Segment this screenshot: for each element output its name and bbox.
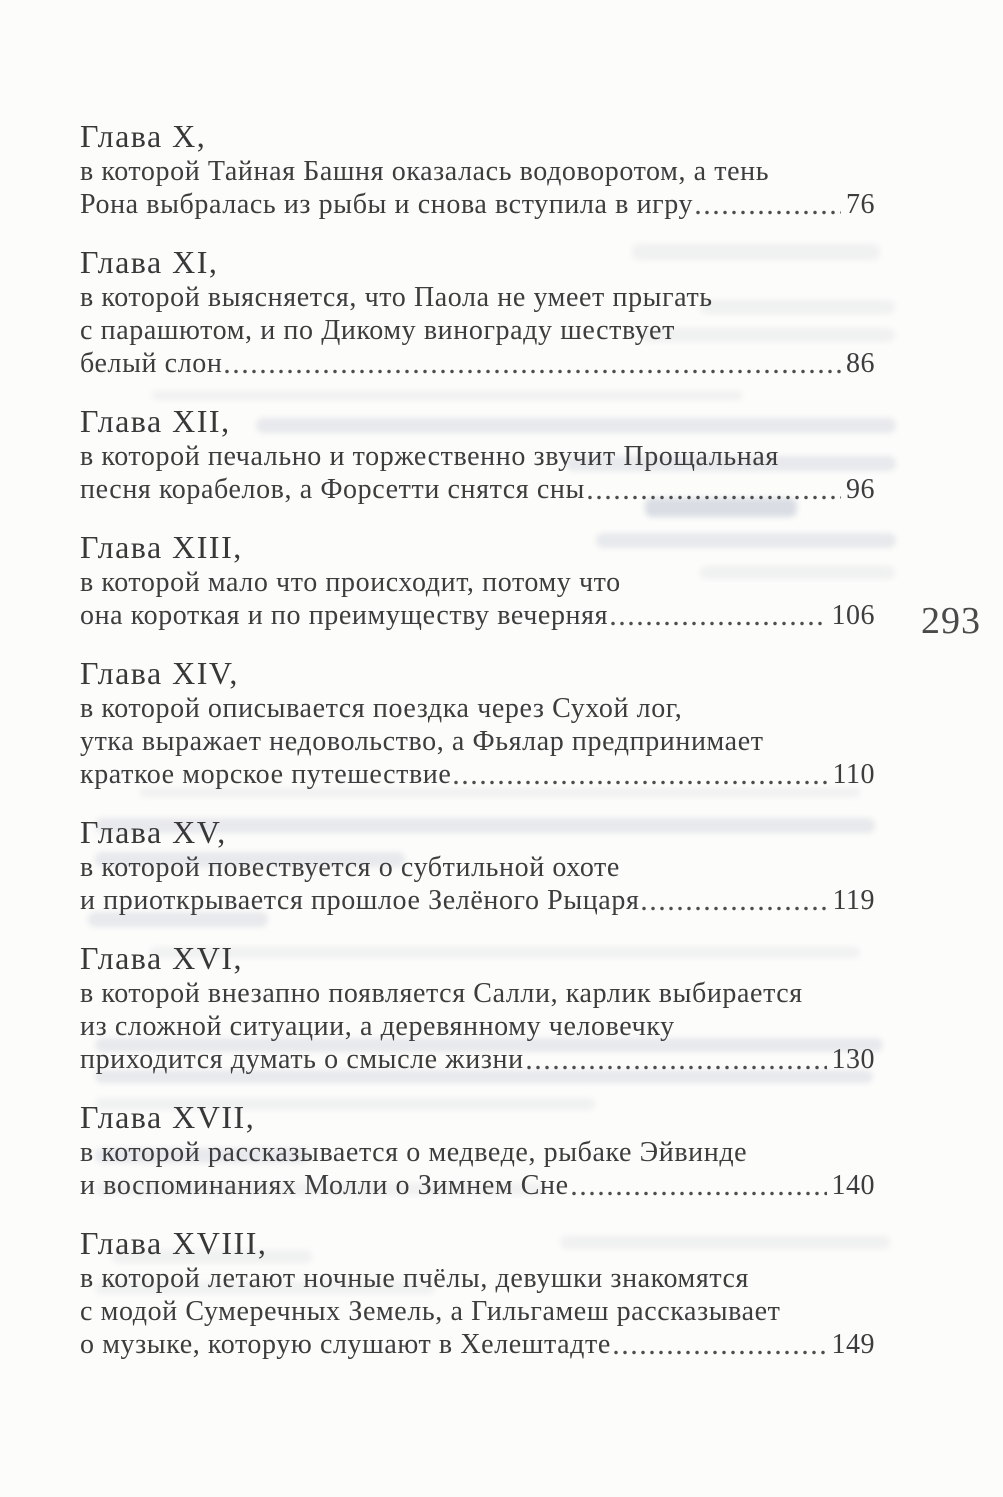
- chapter-description-line: в которой повествуется о субтильной охоте: [80, 852, 620, 883]
- chapter-heading: Глава XI,: [80, 244, 219, 280]
- chapter-heading: Глава XIII,: [80, 529, 243, 565]
- chapter-description-line: в которой рассказывается о медведе, рыбаке Эйвинде: [80, 1137, 748, 1168]
- chapter-description-line: песня корабелов, а Форсетти снятся сны: [80, 474, 585, 505]
- chapter-page-number: 110: [832, 759, 875, 790]
- chapter-page-number: 119: [832, 885, 875, 916]
- chapter-description-line: краткое морское путешествие: [80, 759, 452, 790]
- chapter-description-line: в которой Тайная Башня оказалась водоворотом, а тень: [80, 156, 770, 187]
- chapter-description-line: в которой летают ночные пчёлы, девушки знакомятся: [80, 1263, 750, 1294]
- dot-leader: [696, 209, 841, 216]
- toc-entry: [80, 528, 875, 632]
- chapter-page-number: 86: [846, 348, 875, 379]
- chapter-description-line: о музыке, которую слушают в Хелештадте: [80, 1329, 611, 1360]
- chapter-page-number: 106: [831, 600, 875, 631]
- dot-leader: [611, 620, 826, 627]
- chapter-heading: Глава XIV,: [80, 655, 239, 691]
- chapter-leader-line: [80, 884, 875, 917]
- chapter-heading: Глава XVIII,: [80, 1225, 268, 1261]
- toc-entry: [80, 654, 875, 791]
- chapter-description-line: в которой внезапно появляется Салли, карлик выбирается: [80, 978, 803, 1009]
- chapter-leader-line: [80, 1043, 875, 1076]
- chapter-description-line: в которой выясняется, что Паола не умеет прыгать: [80, 282, 713, 313]
- toc-entry: [80, 813, 875, 917]
- chapter-description-line: в которой печально и торжественно звучит Прощальная: [80, 441, 779, 472]
- chapter-description-line: белый слон: [80, 348, 223, 379]
- chapter-description-line: и приоткрывается прошлое Зелёного Рыцаря: [80, 885, 640, 916]
- toc-entry: [80, 243, 875, 380]
- chapter-leader-line: [80, 599, 875, 632]
- chapter-description-line: в которой мало что происходит, потому что: [80, 567, 621, 598]
- chapter-page-number: 130: [831, 1044, 875, 1075]
- chapter-heading: Глава XII,: [80, 403, 231, 439]
- dot-leader: [588, 494, 841, 501]
- chapter-description-line: с парашютом, и по Дикому винограду шествует: [80, 315, 675, 346]
- chapter-heading: Глава X,: [80, 118, 207, 154]
- chapter-description-line: Рона выбралась из рыбы и снова вступила в игру: [80, 189, 694, 220]
- toc-entry: [80, 1224, 875, 1361]
- toc-entry: [80, 117, 875, 221]
- chapter-description-line: с модой Сумеречных Земель, а Гильгамеш рассказывает: [80, 1296, 781, 1327]
- dot-leader: [225, 368, 841, 375]
- dot-leader: [527, 1064, 827, 1071]
- toc-entry: [80, 939, 875, 1076]
- chapter-description-line: из сложной ситуации, а деревянному человечку: [80, 1011, 675, 1042]
- toc-entry: [80, 402, 875, 506]
- dot-leader: [642, 905, 827, 912]
- chapter-description-line: и воспоминаниях Молли о Зимнем Сне: [80, 1170, 569, 1201]
- chapter-leader-line: [80, 1328, 875, 1361]
- chapter-page-number: 76: [846, 189, 875, 220]
- chapter-heading: Глава XV,: [80, 814, 227, 850]
- chapter-leader-line: [80, 188, 875, 221]
- chapter-description-line: в которой описывается поездка через Сухой лог,: [80, 693, 683, 724]
- dot-leader: [572, 1190, 827, 1197]
- chapter-heading: Глава XVI,: [80, 940, 244, 976]
- chapter-leader-line: [80, 473, 875, 506]
- chapter-leader-line: [80, 1169, 875, 1202]
- table-of-contents: [80, 117, 875, 1383]
- chapter-leader-line: [80, 758, 875, 791]
- chapter-heading: Глава XVII,: [80, 1099, 256, 1135]
- dot-leader: [614, 1349, 827, 1356]
- chapter-description-line: утка выражает недовольство, а Фьялар предпринимает: [80, 726, 764, 757]
- facing-page-number: 293: [921, 600, 981, 642]
- chapter-description-line: приходится думать о смысле жизни: [80, 1044, 524, 1075]
- chapter-page-number: 149: [831, 1329, 875, 1360]
- dot-leader: [454, 779, 827, 786]
- chapter-leader-line: [80, 347, 875, 380]
- chapter-page-number: 96: [846, 474, 875, 505]
- chapter-page-number: 140: [831, 1170, 875, 1201]
- toc-entry: [80, 1098, 875, 1202]
- chapter-description-line: она короткая и по преимуществу вечерняя: [80, 600, 609, 631]
